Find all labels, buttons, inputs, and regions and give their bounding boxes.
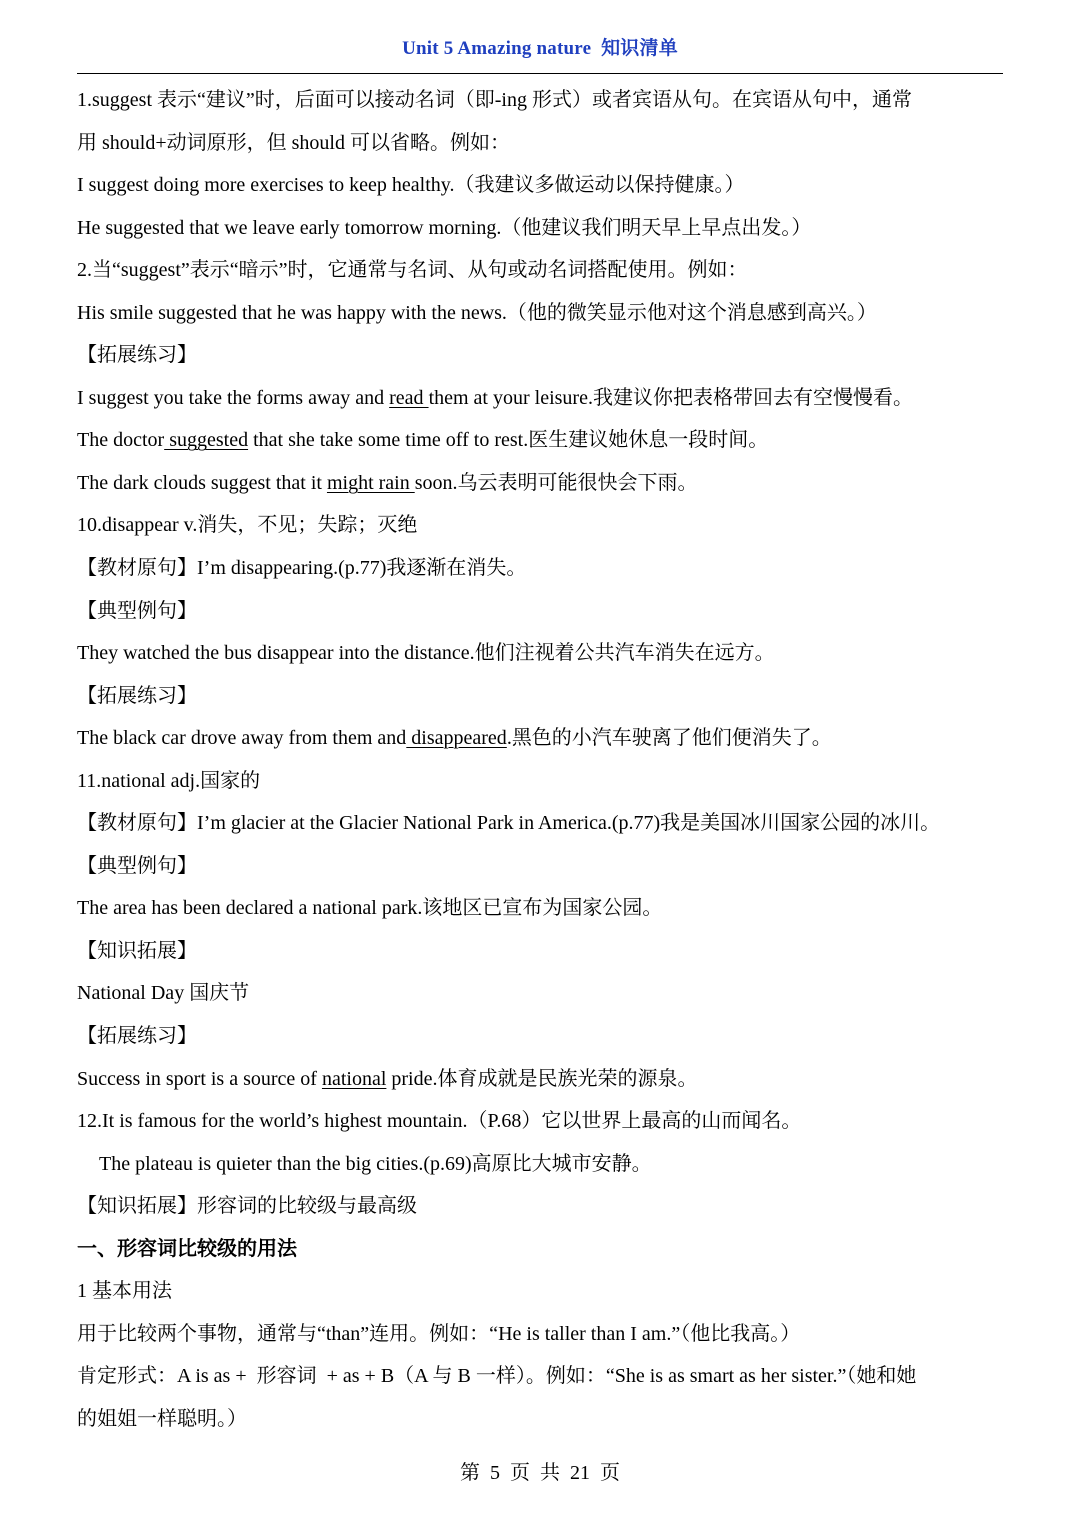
paragraph-line [77,1398,1012,1441]
paragraph-line [77,1355,1012,1398]
exercise-text-after: them at your leisure.我建议你把表格带回去有空慢慢看。 [428,386,913,409]
line-text: 肯定形式：A is as + 形容词 + as + B（A 与 B 一样）。例如：“She is as smart as her sister.”（她和她 [77,1365,917,1388]
exercise-text-after: soon.乌云表明可能很快会下雨。 [414,471,698,494]
example-line [77,207,1012,250]
line-text: 12.It is famous for the world’s highest mountain.（P.68）它以世界上最高的山而闻名。 [77,1110,802,1133]
textbook-sentence [77,802,1012,845]
example-line [77,164,1012,207]
exercise-text-before: The dark clouds suggest that it [77,471,327,494]
section-label [77,675,1012,718]
line-text: 一、形容词比较级的用法 [77,1237,297,1260]
page-header [77,30,1003,74]
exercise-text-after: pride.体育成就是民族光荣的源泉。 [386,1067,698,1090]
example-line [77,632,1012,675]
example-line [77,972,1012,1015]
line-text: They watched the bus disappear into the distance.他们注视着公共汽车消失在远方。 [77,642,775,665]
line-text: 【拓展练习】 [77,1025,197,1048]
exercise-line [77,419,1012,462]
paragraph-line [77,122,1012,165]
line-text: The area has been declared a national park.该地区已宣布为国家公园。 [77,897,663,920]
line-text: 用于比较两个事物，通常与“than”连用。例如：“He is taller than I am.”（他比我高。） [77,1322,801,1345]
line-text: 【拓展练习】 [77,684,197,707]
exercise-text-before: The doctor [77,429,165,452]
line-text: 【典型例句】 [77,854,197,877]
section-label [77,334,1012,377]
line-text: 【教材原句】I’m disappearing.(p.77)我逐渐在消失。 [77,557,527,580]
paragraph-line [77,249,1012,292]
paragraph-line [77,1313,1012,1356]
exercise-answer-blank: might rain [326,471,415,494]
exercise-answer-blank: national [321,1067,387,1090]
textbook-sentence [77,1143,1012,1186]
line-text: 10.disappear v.消失，不见；失踪；灭绝 [77,514,418,537]
exercise-text-after: that she take some time off to rest.医生建议她休息一段时间。 [248,429,769,452]
exercise-text-before: The black car drove away from them and [77,727,407,750]
line-text: 【知识拓展】 [77,939,197,962]
section-label [77,845,1012,888]
section-label [77,1015,1012,1058]
line-text: 【教材原句】I’m glacier at the Glacier National Park in America.(p.77)我是美国冰川国家公园的冰川。 [77,812,941,835]
paragraph-line [77,79,1012,122]
exercise-answer-blank: disappeared [406,727,507,750]
line-text: 2.当“suggest”表示“暗示”时，它通常与名词、从句或动名词搭配使用。例如： [77,259,748,282]
exercise-text-before: Success in sport is a source of [77,1067,322,1090]
exercise-text-before: I suggest you take the forms away and [77,386,390,409]
exercise-line [77,1058,1012,1101]
exercise-text-after: .黑色的小汽车驶离了他们便消失了。 [506,727,832,750]
section-label [77,590,1012,633]
line-text: 用 should+动词原形，但 should 可以省略。例如： [77,131,510,154]
line-text: I suggest doing more exercises to keep healthy.（我建议多做运动以保持健康。） [77,174,745,197]
line-text: He suggested that we leave early tomorrow morning.（他建议我们明天早上早点出发。） [77,216,812,239]
example-line [77,887,1012,930]
subsection-heading [77,1270,1012,1313]
line-text: 的姐姐一样聪明。） [77,1407,247,1430]
header-title: Unit 5 Amazing nature 知识清单 [402,38,678,59]
exercise-answer-blank: read [389,386,429,409]
section-label [77,930,1012,973]
vocab-entry [77,760,1012,803]
textbook-sentence [77,547,1012,590]
section-label [77,1185,1012,1228]
line-text: National Day 国庆节 [77,982,250,1005]
line-text: His smile suggested that he was happy with the news.（他的微笑显示他对这个消息感到高兴。） [77,301,877,324]
line-text: 1.suggest 表示“建议”时，后面可以接动名词（即-ing 形式）或者宾语从句。在宾语从句中，通常 [77,89,912,111]
exercise-answer-blank: suggested [164,429,249,452]
line-text: The plateau is quieter than the big cities.(p.69)高原比大城市安静。 [99,1152,652,1175]
line-text: 【典型例句】 [77,599,197,622]
vocab-entry [77,504,1012,547]
line-text: 11.national adj.国家的 [77,769,261,792]
example-line [77,292,1012,335]
line-text: 【拓展练习】 [77,344,197,367]
section-heading [77,1228,1012,1271]
exercise-line [77,717,1012,760]
exercise-line [77,462,1012,505]
vocab-entry [77,1100,1012,1143]
page-number: 第 5 页 共 21 页 [460,1462,620,1484]
document-body [77,79,1012,1441]
line-text: 【知识拓展】形容词的比较级与最高级 [77,1195,417,1218]
exercise-line [77,377,1012,420]
line-text: 1 基本用法 [77,1280,172,1303]
